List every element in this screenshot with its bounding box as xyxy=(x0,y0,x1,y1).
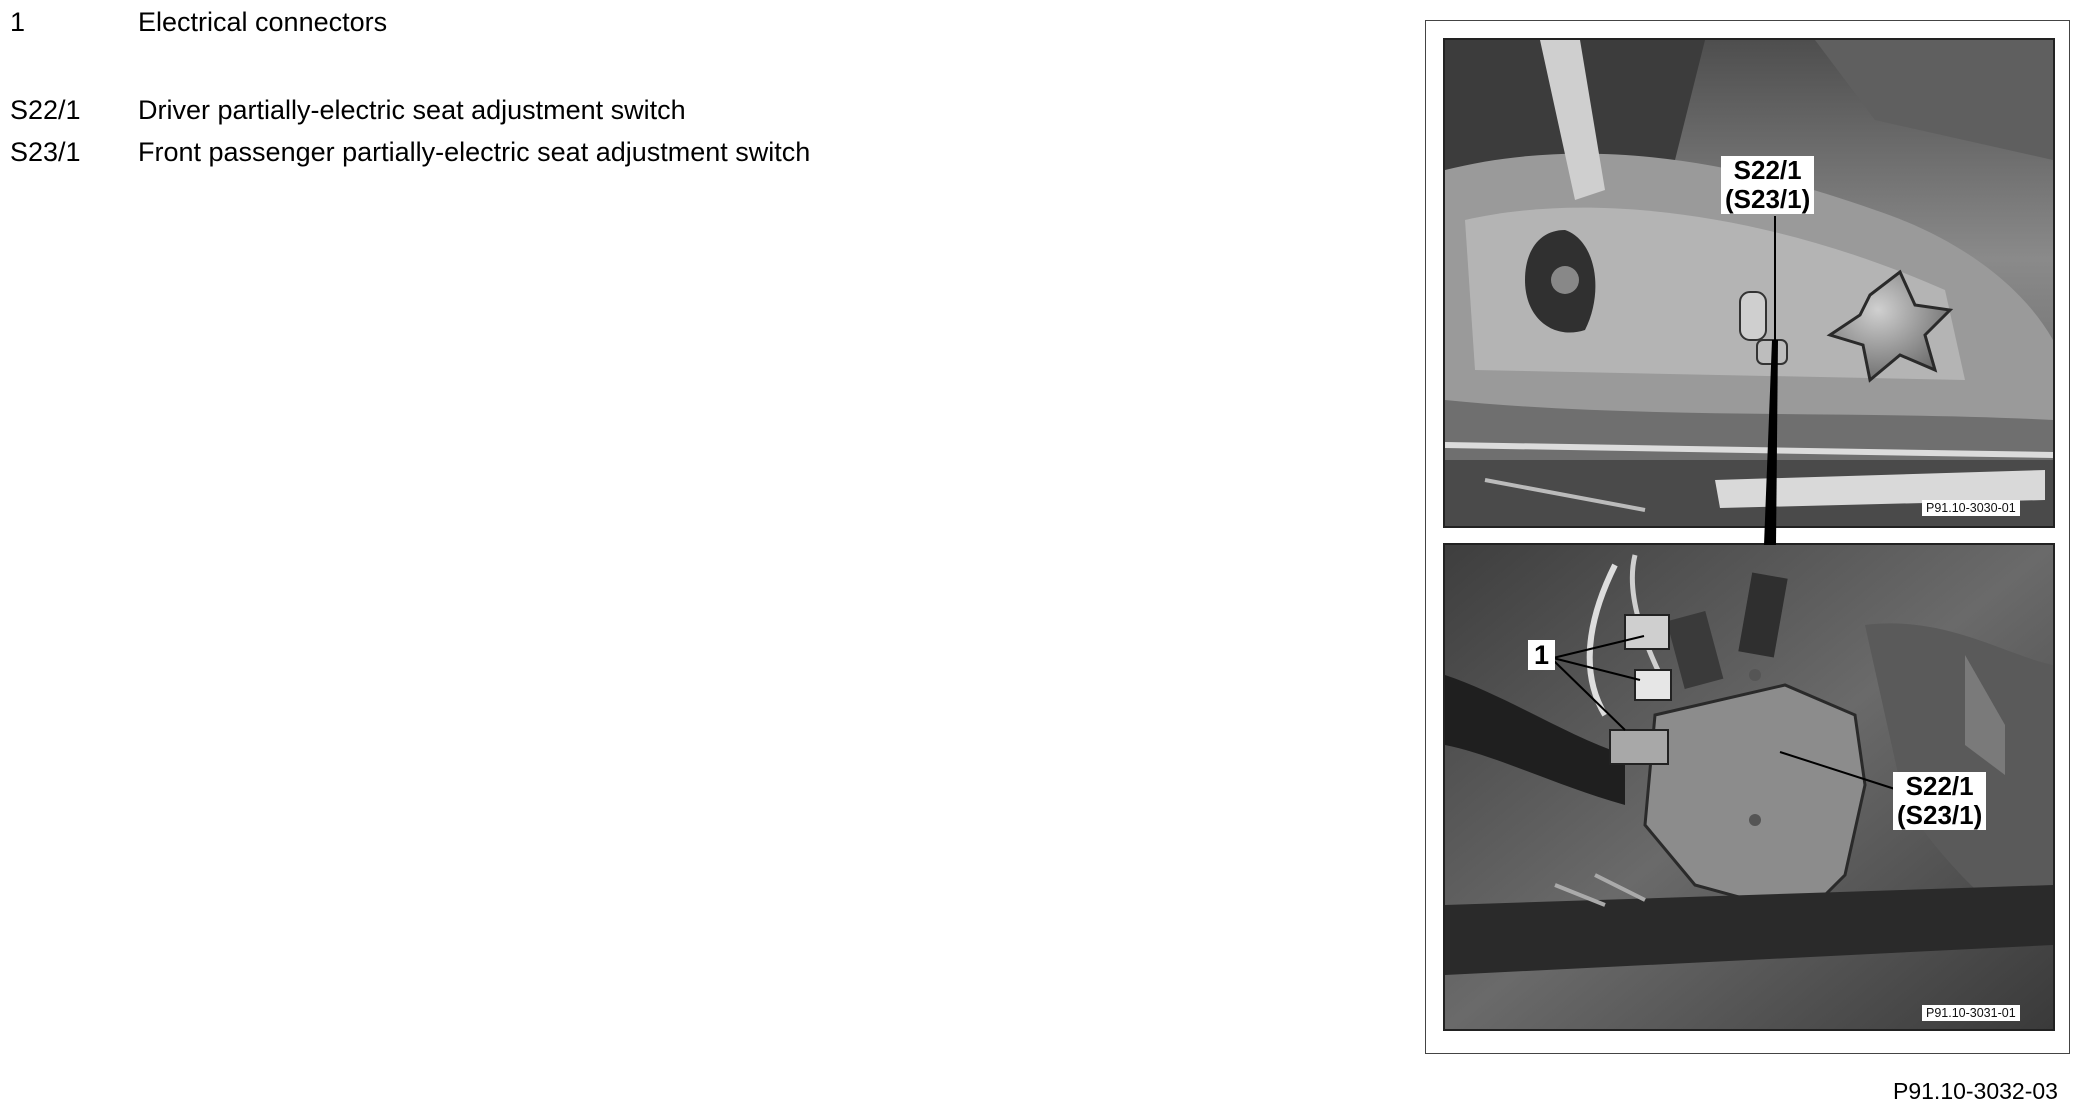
connector-callout: 1 xyxy=(1528,640,1555,670)
seat-side-photo xyxy=(1443,38,2055,528)
switch-callout-bottom xyxy=(1893,772,1986,830)
seat-side-illustration xyxy=(1445,40,2053,526)
callout-line1: S22/1 xyxy=(1905,771,1974,801)
legend-description: Driver partially-electric seat adjustment switch xyxy=(138,95,686,125)
figure-id: P91.10-3032-03 xyxy=(1893,1078,2058,1104)
photo-plate-bottom: P91.10-3031-01 xyxy=(1922,1005,2020,1021)
switch-callout-top xyxy=(1721,156,1814,214)
legend-description: Electrical connectors xyxy=(138,7,388,37)
legend-description: Front passenger partially-electric seat adjustment switch xyxy=(138,137,811,167)
legend-code: S22/1 xyxy=(10,95,81,125)
callout-line2: (S23/1) xyxy=(1897,800,1983,830)
callout-line1: S22/1 xyxy=(1733,155,1802,185)
callout-line2: (S23/1) xyxy=(1725,184,1811,214)
photo-plate-top: P91.10-3030-01 xyxy=(1922,500,2020,516)
legend-code: 1 xyxy=(10,7,26,37)
legend-code: S23/1 xyxy=(10,137,81,167)
